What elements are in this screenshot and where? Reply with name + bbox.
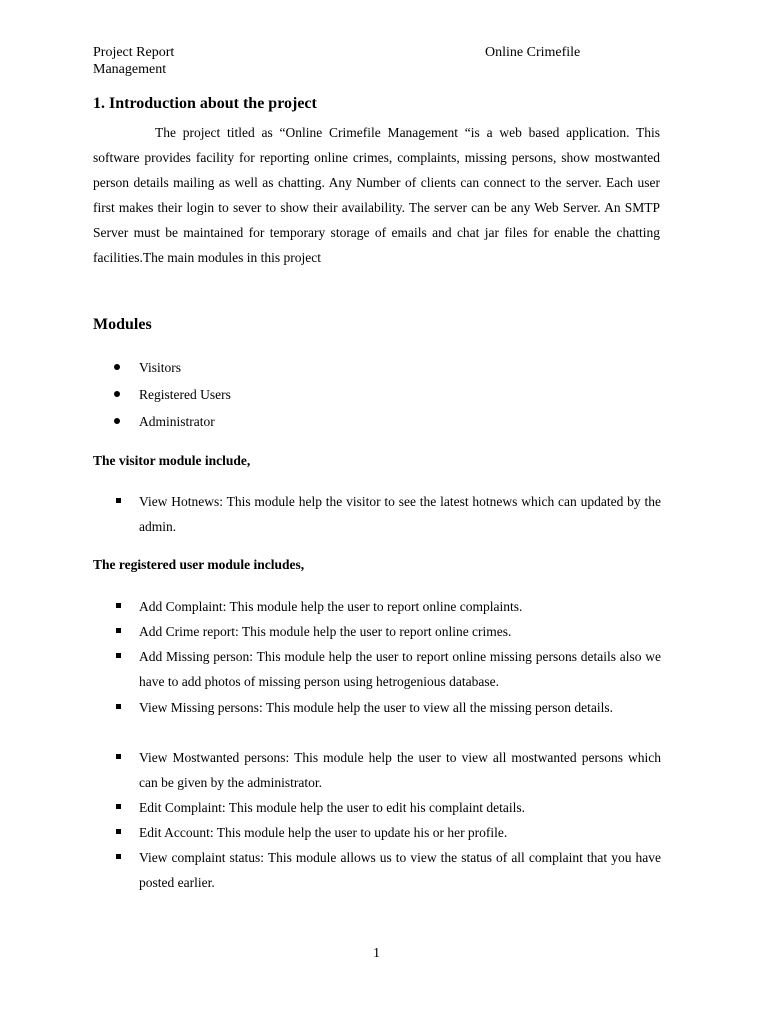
square-bullet-icon (116, 653, 121, 658)
square-bullet-icon (116, 628, 121, 633)
registered-module-heading: The registered user module includes, (93, 557, 305, 572)
square-bullet-icon (116, 603, 121, 608)
square-bullet-icon (116, 754, 121, 759)
registered-item-add-complaint: Add Complaint: This module help the user to report online complaints. (139, 599, 523, 614)
module-item-administrator: Administrator (139, 414, 215, 429)
section-heading-introduction: 1. Introduction about the project (93, 95, 317, 112)
header-left-title-line2: Management (93, 62, 167, 77)
square-bullet-icon (116, 704, 121, 709)
registered-item-view-mostwanted: View Mostwanted persons: This module help the user to view all mostwanted persons which can be given by the administrator. (139, 750, 661, 790)
header-right-title: Online Crimefile (485, 45, 581, 60)
square-bullet-icon (116, 829, 121, 834)
registered-item-add-missing-person: Add Missing person: This module help the user to report online missing persons details also we have to add photos of missing person using hetrogenious database. (139, 649, 661, 689)
square-bullet-icon (116, 854, 121, 859)
visitor-item-hotnews: View Hotnews: This module help the visitor to see the latest hotnews which can updated by the admin. (139, 494, 661, 534)
page-number: 1 (373, 946, 380, 961)
section-heading-modules: Modules (93, 316, 152, 333)
module-item-registered-users: Registered Users (139, 387, 231, 402)
module-item-visitors: Visitors (139, 360, 181, 375)
bullet-icon (114, 418, 120, 424)
header-left-title: Project Report (93, 45, 175, 60)
registered-item-add-crime-report: Add Crime report: This module help the user to report online crimes. (139, 624, 512, 639)
registered-item-edit-account: Edit Account: This module help the user to update his or her profile. (139, 825, 508, 840)
intro-paragraph: The project titled as “Online Crimefile Management “is a web based application. This software provides facility for reporting online crimes, complaints, missing persons, show mostwanted person details mailing as well as chatting. Any Number of clients can connect to the server. Each user first makes their login to sever to show their availability. The server can be any Web Server. An SMTP Server must be maintained for temporary storage of emails and chat jar files for enable the chatting facilities.The main modules in this project (93, 125, 660, 265)
registered-item-view-complaint-status: View complaint status: This module allows us to view the status of all complaint that you have posted earlier. (139, 850, 661, 890)
square-bullet-icon (116, 498, 121, 503)
registered-item-view-missing-persons: View Missing persons: This module help the user to view all the missing person details. (139, 700, 614, 715)
bullet-icon (114, 364, 120, 370)
visitor-module-heading: The visitor module include, (93, 453, 251, 468)
square-bullet-icon (116, 804, 121, 809)
registered-item-edit-complaint: Edit Complaint: This module help the user to edit his complaint details. (139, 800, 525, 815)
bullet-icon (114, 391, 120, 397)
